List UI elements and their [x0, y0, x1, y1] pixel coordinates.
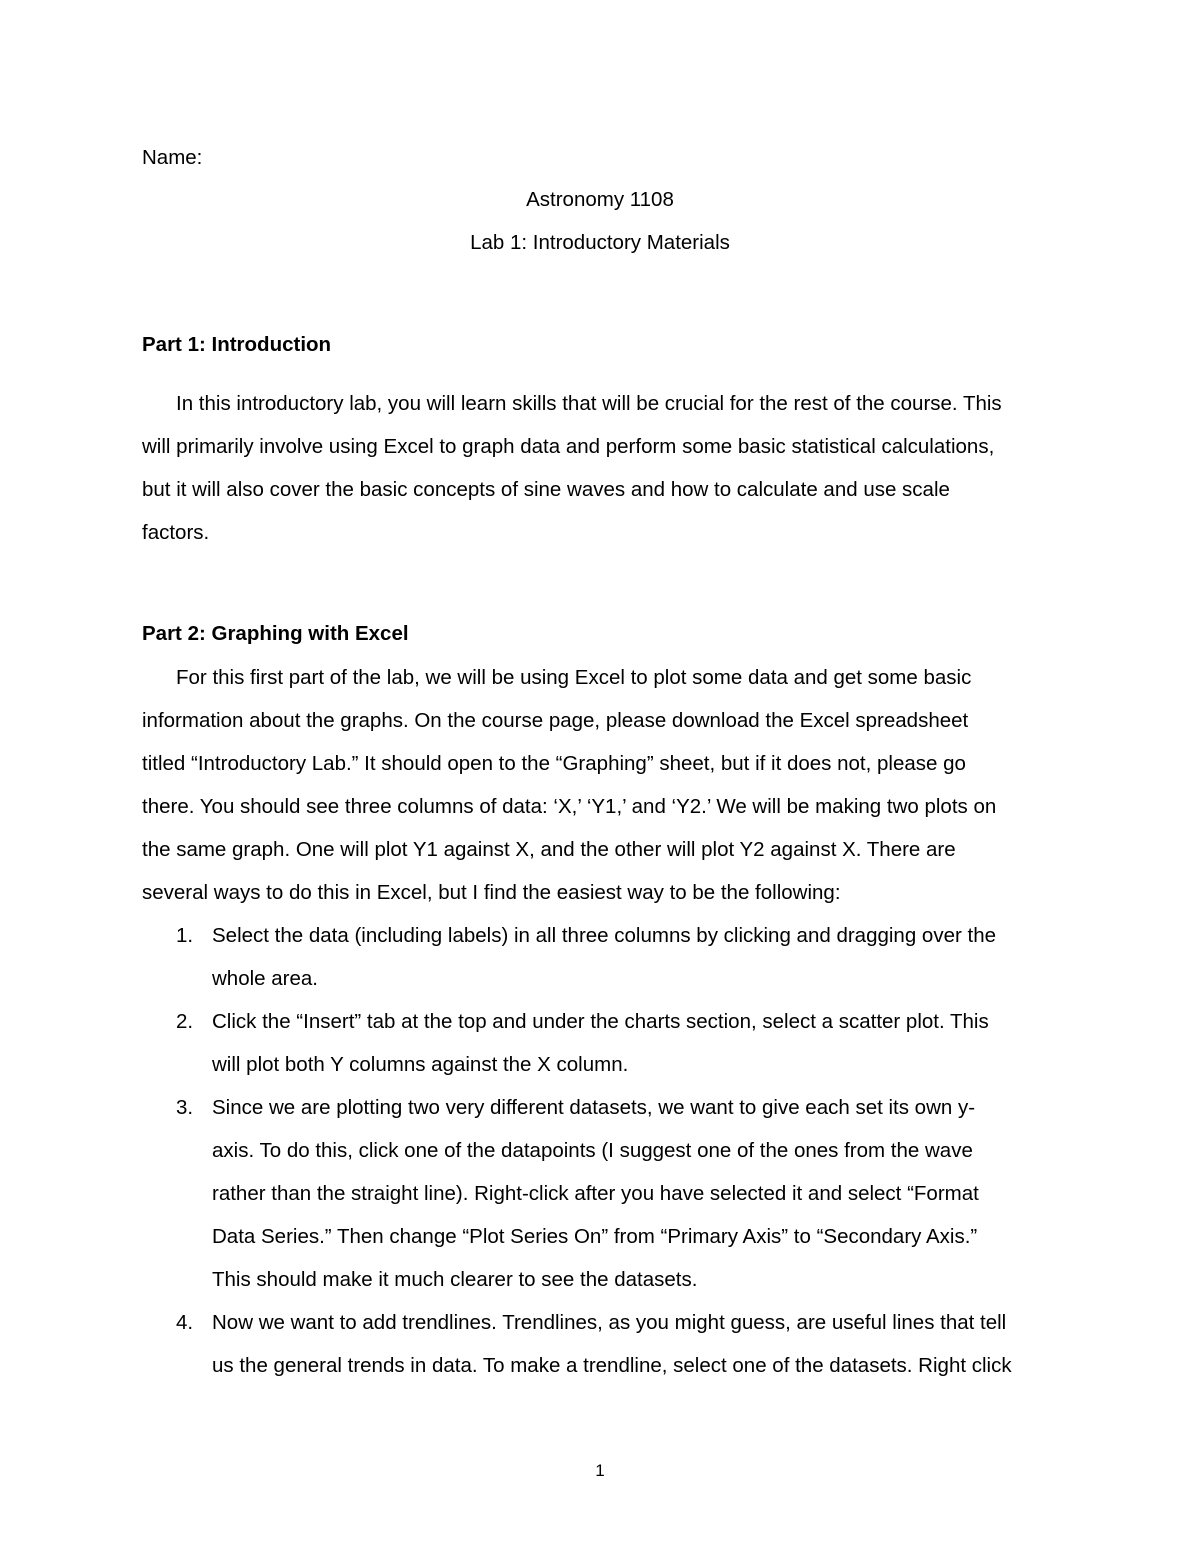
- step-line: rather than the straight line). Right-click after you have selected it and select “Format: [212, 1182, 979, 1205]
- part2-paragraph: [142, 656, 1062, 914]
- step-line: Select the data (including labels) in all three columns by clicking and dragging over the: [212, 924, 997, 947]
- page-number: 1: [595, 1461, 605, 1480]
- step-line: Since we are plotting two very different datasets, we want to give each set its own y-: [212, 1096, 976, 1119]
- step-1: [142, 914, 1062, 1000]
- step-line: axis. To do this, click one of the datapoints (I suggest one of the ones from the wave: [212, 1139, 973, 1162]
- paragraph-line: In this introductory lab, you will learn skills that will be crucial for the rest of the course. This: [176, 392, 1002, 415]
- name-label: Name:: [142, 146, 203, 169]
- step-line: This should make it much clearer to see the datasets.: [212, 1268, 698, 1291]
- step-line: us the general trends in data. To make a trendline, select one of the datasets. Right click: [212, 1354, 1012, 1377]
- paragraph-line: factors.: [142, 521, 210, 544]
- part1-heading: Part 1: Introduction: [142, 333, 332, 356]
- step-number: 3.: [176, 1096, 194, 1119]
- step-line: will plot both Y columns against the X column.: [212, 1053, 629, 1076]
- paragraph-line: there. You should see three columns of data: ‘X,’ ‘Y1,’ and ‘Y2.’ We will be making two plots on: [142, 795, 997, 818]
- paragraph-line: but it will also cover the basic concepts of sine waves and how to calculate and use scale: [142, 478, 950, 501]
- step-number: 1.: [176, 924, 194, 947]
- instruction-steps-list: [142, 914, 1062, 1387]
- part2-heading: Part 2: Graphing with Excel: [142, 622, 409, 645]
- paragraph-line: For this first part of the lab, we will be using Excel to plot some data and get some basic: [176, 666, 972, 689]
- step-number: 4.: [176, 1311, 194, 1334]
- paragraph-line: the same graph. One will plot Y1 against X, and the other will plot Y2 against X. There are: [142, 838, 956, 861]
- step-number: 2.: [176, 1010, 194, 1033]
- step-line: whole area.: [212, 967, 318, 990]
- part1-paragraph: [142, 382, 1062, 554]
- step-line: Click the “Insert” tab at the top and under the charts section, select a scatter plot. This: [212, 1010, 989, 1033]
- step-2: [142, 1000, 1062, 1086]
- course-title: Astronomy 1108: [526, 188, 674, 211]
- lab-title: Lab 1: Introductory Materials: [470, 231, 730, 254]
- step-4: [142, 1301, 1062, 1387]
- paragraph-line: several ways to do this in Excel, but I find the easiest way to be the following:: [142, 881, 841, 904]
- paragraph-line: information about the graphs. On the course page, please download the Excel spreadsheet: [142, 709, 969, 732]
- paragraph-line: will primarily involve using Excel to graph data and perform some basic statistical calculations,: [142, 435, 995, 458]
- step-3: [142, 1086, 1062, 1301]
- step-line: Now we want to add trendlines. Trendlines, as you might guess, are useful lines that tell: [212, 1311, 1007, 1334]
- paragraph-line: titled “Introductory Lab.” It should open to the “Graphing” sheet, but if it does not, please go: [142, 752, 966, 775]
- step-line: Data Series.” Then change “Plot Series On” from “Primary Axis” to “Secondary Axis.”: [212, 1225, 978, 1248]
